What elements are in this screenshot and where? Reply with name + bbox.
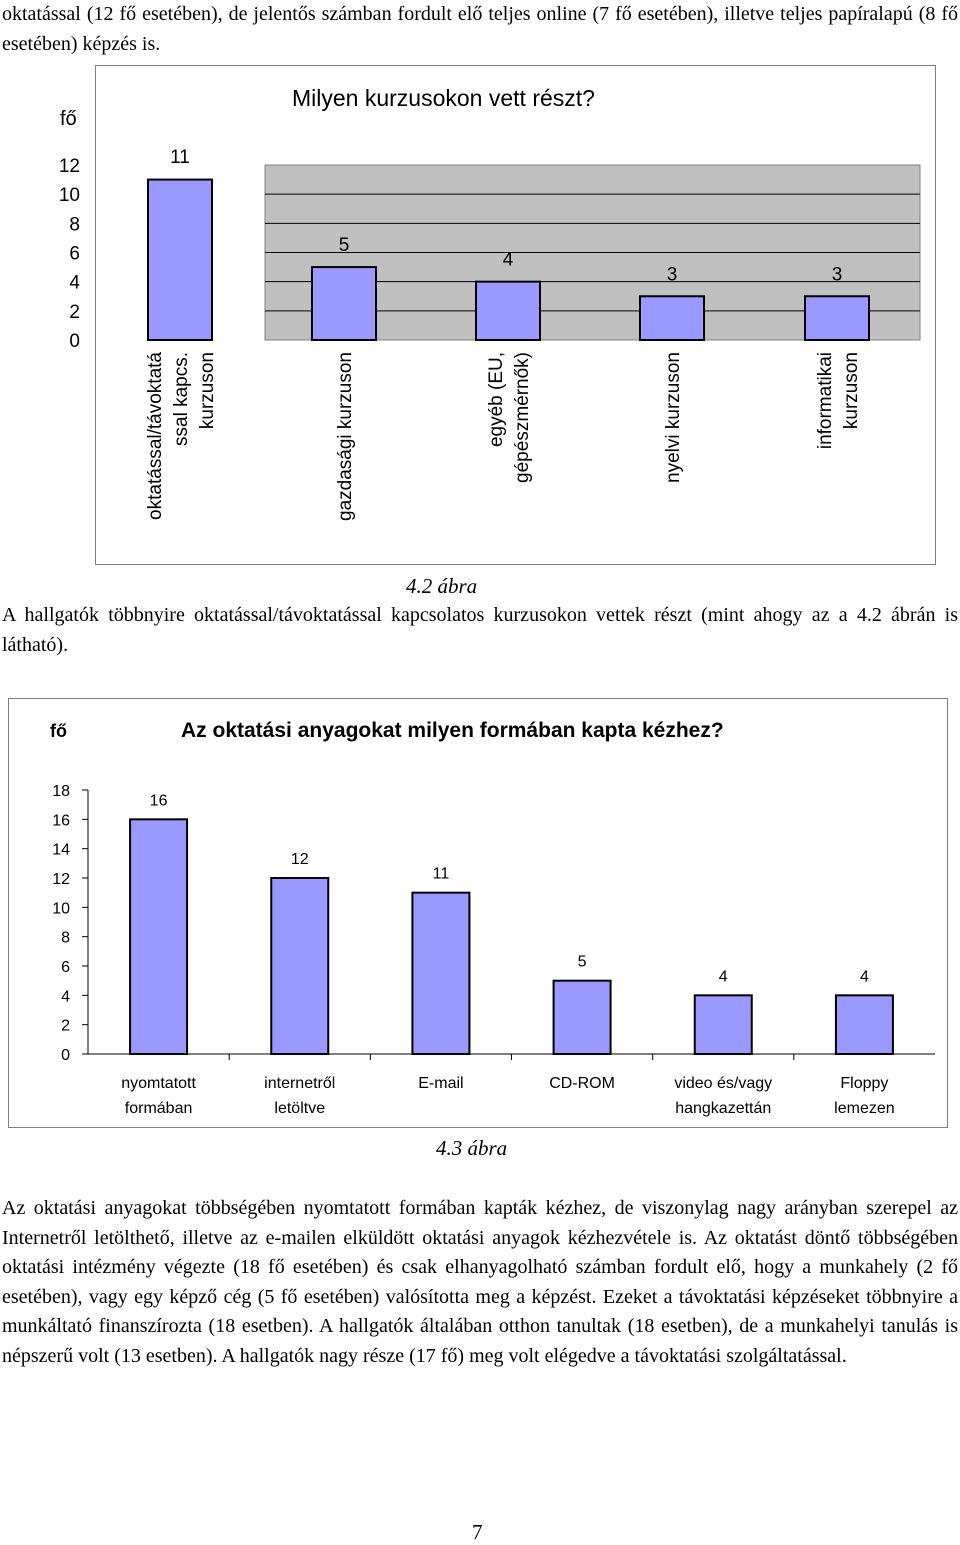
- y-tick-label: 10: [58, 185, 80, 207]
- y-axis-label: fő: [50, 721, 67, 741]
- category-label: Floppy: [840, 1075, 889, 1092]
- y-tick-label: 0: [61, 1047, 70, 1064]
- data-label: 5: [577, 953, 587, 971]
- bar: [554, 981, 611, 1054]
- category-label: nyelvi kurzuson: [663, 352, 684, 483]
- data-label: 5: [338, 235, 350, 257]
- chart-title: Milyen kurzusokon vett részt?: [292, 85, 595, 111]
- y-tick-label: 18: [52, 783, 70, 800]
- category-label: CD-ROM: [549, 1075, 615, 1092]
- category-label: kurzuson: [841, 352, 862, 430]
- y-tick-label: 6: [69, 243, 80, 265]
- bar: [836, 995, 893, 1054]
- y-tick-label: 4: [69, 272, 80, 294]
- category-label: egyéb (EU,: [486, 352, 507, 448]
- bottom-paragraph: Az oktatási anyagokat többségében nyomtatott formában kapták kézhez, de viszonylag nagy arányban szerepel az Internetről letölthető, illetve az e-mailen elküldött oktatási anyagok kézhezvétele is. Az oktatást döntő többségében oktatási intézmény végezte (18 fő esetében) és csak elhanyagolható számban fordult elő, hogy a munkahely (2 fő esetében), vagy egy képző cég (5 fő esetében) valósította meg a képzést. Ezeket a távoktatási képzéseket többnyire a munkáltató finanszírozta (18 esetben). A hallgatók általában otthon tanultak (18 esetben), de a munkahelyi tanulás is népszerű volt (13 esetben). A hallgatók nagy része (17 fő) meg volt elégedve a távoktatási szolgáltatással.: [2, 1197, 958, 1367]
- data-label: 3: [666, 264, 678, 286]
- y-axis-label: fő: [60, 108, 77, 130]
- category-label: ssal kapcs.: [171, 352, 192, 446]
- y-tick-label: 12: [52, 871, 70, 888]
- data-label: 4: [859, 968, 869, 986]
- y-tick-label: 10: [52, 900, 70, 918]
- bar: [130, 819, 187, 1054]
- category-label: kurzuson: [197, 352, 218, 430]
- middle-paragraph: A hallgatók többnyire oktatással/távoktatással kapcsolatos kurzusokon vettek részt (mint ahogy az a 4.2 ábrán is látható).: [2, 604, 958, 656]
- y-tick-label: 12: [58, 156, 80, 177]
- figure-1-caption: 4.2 ábra: [406, 574, 478, 598]
- category-label: oktatással/távoktatá: [145, 352, 166, 520]
- chart-title: Az oktatási anyagokat milyen formában kapta kézhez?: [181, 719, 724, 742]
- category-label: hangkazettán: [675, 1100, 772, 1117]
- data-label: 16: [149, 792, 168, 810]
- category-label: E-mail: [418, 1075, 464, 1092]
- category-label: nyomtatott: [121, 1075, 196, 1092]
- figure-2-caption: 4.3 ábra: [436, 1136, 508, 1160]
- y-tick-label: 6: [61, 959, 70, 976]
- y-tick-label: 16: [52, 812, 70, 830]
- y-tick-label: 2: [61, 1017, 70, 1035]
- data-label: 11: [432, 865, 450, 883]
- top-paragraph: oktatással (12 fő esetében), de jelentős számban fordult elő teljes online (7 fő esetében), illetve teljes papíralapú (8 fő esetében) képzés is.: [2, 3, 958, 55]
- y-tick-label: 4: [61, 988, 70, 1006]
- data-label: 11: [170, 147, 190, 168]
- category-label: letöltve: [274, 1100, 326, 1117]
- y-tick-label: 2: [69, 301, 80, 323]
- bar: [695, 995, 752, 1054]
- category-label: informatikai: [815, 352, 836, 450]
- category-label: video és/vagy: [674, 1075, 773, 1092]
- bar: [271, 878, 328, 1054]
- category-label: formában: [124, 1100, 193, 1117]
- y-tick-label: 8: [69, 214, 80, 236]
- y-tick-label: 8: [61, 929, 70, 947]
- bar: [412, 893, 469, 1054]
- category-label: gazdasági kurzuson: [335, 352, 356, 521]
- y-tick-label: 0: [69, 331, 80, 352]
- data-label: 3: [831, 264, 843, 286]
- data-label: 4: [718, 968, 728, 986]
- data-label: 12: [290, 851, 309, 868]
- category-label: gépészmérnők): [512, 352, 533, 483]
- data-label: 4: [502, 249, 514, 271]
- y-tick-label: 14: [52, 841, 70, 859]
- category-label: lemezen: [834, 1100, 895, 1117]
- page-number: 7: [472, 1520, 483, 1544]
- category-label: internetről: [264, 1075, 336, 1092]
